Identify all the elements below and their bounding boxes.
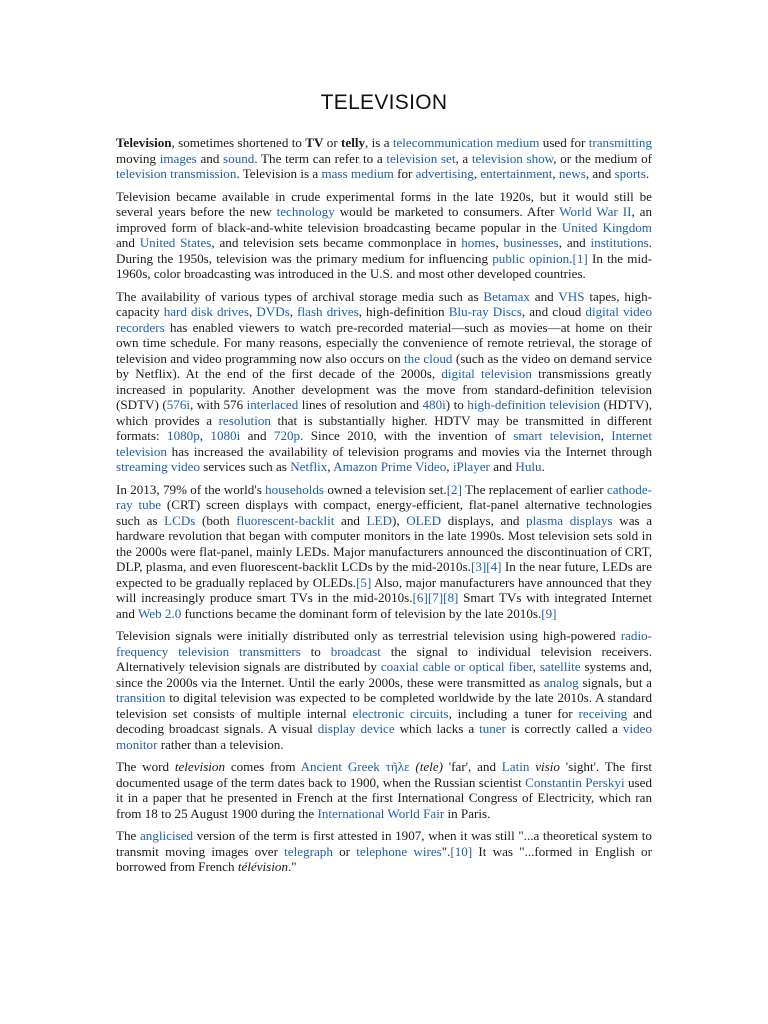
text-run: and: [240, 428, 274, 443]
hyperlink[interactable]: telecommunication medium: [392, 135, 540, 150]
text-run: was a hardware revolution that began with computer monitors in the late 1990s. Most television sets sold in the 2000s were flat-panel, mainly LEDs. Major manufacturers announced the discontinuation of CRT, DLP, plasma, and even fluorescent-backlit LCDs by the mid-2010s.: [116, 512, 652, 574]
hyperlink[interactable]: video monitor: [116, 721, 652, 752]
hyperlink[interactable]: transmitting: [588, 135, 652, 150]
hyperlink[interactable]: LED: [366, 512, 392, 528]
hyperlink[interactable]: broadcast: [330, 643, 381, 659]
text-run: systems and, since the 2000s via the Internet. Until the early 2000s, these were transmitted as: [116, 659, 652, 690]
hyperlink[interactable]: 576i: [166, 397, 191, 412]
hyperlink[interactable]: VHS: [558, 288, 585, 304]
hyperlink[interactable]: τῆλε: [385, 759, 410, 774]
text-run: ,: [495, 235, 504, 250]
hyperlink[interactable]: DVDs: [256, 304, 290, 319]
text-run: ,: [532, 659, 540, 674]
hyperlink[interactable]: high-definition television: [467, 397, 601, 412]
text-run: and: [116, 235, 140, 250]
text-run: and decoding broadcast signals. A visual: [116, 705, 652, 736]
text-run: , a: [455, 150, 472, 166]
hyperlink[interactable]: 1080i: [210, 428, 241, 443]
hyperlink[interactable]: anglicised: [139, 828, 194, 843]
paragraph-7: [116, 828, 652, 875]
hyperlink[interactable]: images: [159, 150, 197, 166]
text-run: has increased the availability of television programs and movies via the Internet through: [166, 443, 652, 459]
text-run: . Television is a: [236, 166, 322, 181]
text-run: or: [323, 135, 342, 150]
hyperlink[interactable]: entertainment: [480, 166, 553, 181]
text-run: .: [645, 166, 650, 181]
document-page: [116, 0, 652, 1024]
text-run: (both: [195, 512, 237, 528]
hyperlink[interactable]: United States: [139, 235, 212, 250]
text-run: moving: [116, 150, 160, 166]
text-run: ,: [327, 459, 334, 474]
text-run: , and: [585, 166, 615, 181]
italic-text: (tele): [415, 759, 443, 774]
text-run: has enabled viewers to watch pre-recorded material—such as movies—at home on their own time schedule. For many reasons, especially the convenience of remote retrieval, the storage of television and video programming now also occurs on: [116, 319, 652, 366]
text-run: and: [334, 512, 367, 528]
bold-text: Television: [116, 135, 172, 150]
hyperlink[interactable]: 1080p: [167, 428, 200, 443]
text-run: . During the 1950s, television was the primary medium for influencing: [116, 235, 652, 266]
text-run: the signal to individual television receivers. Alternatively television signals are distributed by: [116, 643, 652, 674]
text-run: , is a: [365, 135, 393, 150]
hyperlink[interactable]: Web 2.0: [137, 605, 182, 621]
hyperlink[interactable]: resolution: [218, 412, 271, 428]
text-run: (HDTV), which provides a: [116, 397, 652, 428]
text-run: . The term can refer to a: [254, 150, 387, 166]
paragraph-3: [116, 289, 652, 475]
document-title: TELEVISION: [320, 91, 448, 114]
hyperlink[interactable]: institutions: [590, 235, 649, 250]
text-run: signals, but a: [578, 674, 652, 690]
text-run: functions became the dominant form of television by the late 2010s.: [181, 605, 542, 621]
text-run: rather than a television.: [157, 736, 284, 752]
text-run: In the mid-1960s, color broadcasting was introduced in the U.S. and most other developed countries.: [116, 250, 652, 281]
hyperlink[interactable]: 720p: [273, 428, 301, 443]
text-run: which lacks a: [394, 721, 480, 736]
bold-text: telly: [341, 135, 366, 150]
text-run: would be marketed to consumers. After: [334, 204, 560, 219]
hyperlink[interactable]: mass medium: [321, 166, 394, 181]
hyperlink[interactable]: homes: [461, 235, 496, 250]
text-run: to digital television was expected to be completed worldwide by the late 2010s. A standard television set consists of multiple internal: [116, 690, 652, 721]
text-run: , an improved form of black-and-white television broadcasting became popular in the: [116, 204, 652, 235]
hyperlink[interactable]: the cloud: [404, 350, 453, 366]
text-run: ,: [446, 459, 453, 474]
text-run: Smart TVs with integrated Internet and: [116, 590, 652, 621]
text-run: ,: [600, 428, 612, 443]
text-run: is correctly called a: [505, 721, 623, 736]
text-run: or: [332, 843, 357, 859]
text-run: The replacement of earlier: [461, 481, 607, 497]
hyperlink[interactable]: World War II: [559, 204, 632, 219]
hyperlink[interactable]: [9]: [541, 605, 557, 621]
hyperlink[interactable]: United Kingdom: [561, 219, 652, 235]
text-run: , and: [558, 235, 591, 250]
text-run: ,: [473, 166, 481, 181]
text-run: (such as the video on demand service by Netflix). At the end of the first decade of the 2000s,: [116, 350, 652, 381]
hyperlink[interactable]: cathode-ray tube: [116, 481, 652, 512]
text-run: The: [116, 828, 140, 843]
text-run: The word: [116, 759, 175, 774]
text-run: 'sight'. The first documented usage of the term dates back to 1900, when the Russian scientist: [116, 759, 652, 790]
text-run: comes from: [225, 759, 301, 774]
text-run: .: [569, 250, 573, 266]
text-run: . Since 2010, with the invention of: [300, 428, 514, 443]
text-run: ,: [248, 304, 257, 319]
text-run: and: [196, 150, 224, 166]
hyperlink[interactable]: [2]: [446, 481, 462, 497]
paragraph-2: [116, 189, 652, 282]
paragraph-6: [116, 759, 652, 821]
hyperlink[interactable]: Blu-ray Discs: [448, 304, 522, 319]
hyperlink[interactable]: flash drives: [297, 304, 359, 319]
paragraph-5: [116, 628, 652, 752]
text-run: The availability of various types of archival storage media such as: [116, 288, 484, 304]
hyperlink[interactable]: news: [558, 166, 586, 181]
hyperlink[interactable]: International World Fair: [317, 805, 445, 821]
hyperlink[interactable]: analog: [543, 674, 579, 690]
hyperlink[interactable]: fluorescent-backlit: [236, 512, 335, 528]
hyperlink[interactable]: tuner: [479, 721, 506, 736]
hyperlink[interactable]: plasma displays: [526, 512, 613, 528]
hyperlink[interactable]: [3]: [470, 559, 487, 574]
hyperlink[interactable]: television show: [471, 150, 554, 166]
hyperlink[interactable]: radio-frequency television transmitters: [116, 628, 652, 659]
hyperlink[interactable]: Netflix: [290, 459, 328, 474]
text-run: ,: [552, 166, 559, 181]
text-run: ".: [441, 843, 451, 859]
text-run: version of the term is first attested in 1907, when it was still "...a theoretical system to transmit moving images over: [116, 828, 652, 859]
text-run: ),: [391, 512, 407, 528]
hyperlink[interactable]: [10]: [450, 843, 473, 859]
text-run: in Paris.: [444, 805, 491, 821]
text-run: ) to: [445, 397, 468, 412]
hyperlink[interactable]: telephone wires: [356, 843, 442, 859]
text-run: tapes, high-capacity: [116, 288, 652, 319]
italic-text: visio: [535, 759, 560, 774]
hyperlink[interactable]: satellite: [539, 659, 581, 674]
hyperlink[interactable]: streaming video: [116, 459, 200, 474]
hyperlink[interactable]: [5]: [356, 574, 372, 590]
hyperlink[interactable]: Hulu: [515, 459, 542, 474]
text-run: used it in a paper that he presented in French at the first International Congress of Electricity, which ran from 18 to 25 August 1900 during the: [116, 774, 652, 821]
italic-text: télévision: [237, 859, 288, 874]
text-run: , sometimes shortened to: [171, 135, 306, 150]
hyperlink[interactable]: households: [265, 481, 325, 497]
text-run: displays, and: [441, 512, 527, 528]
hyperlink[interactable]: technology: [276, 204, 335, 219]
hyperlink[interactable]: businesses: [503, 235, 559, 250]
text-run: ,: [289, 304, 298, 319]
text-run: services such as: [200, 459, 291, 474]
paragraph-1: [116, 135, 652, 182]
text-run: , with 576: [190, 397, 247, 412]
text-run: 'far', and: [443, 759, 502, 774]
hyperlink[interactable]: television transmission: [116, 166, 237, 181]
text-run: It was "...formed in English or borrowed from French: [116, 843, 652, 874]
hyperlink[interactable]: display device: [317, 721, 395, 736]
italic-text: television: [174, 759, 226, 774]
hyperlink[interactable]: [1]: [572, 250, 588, 266]
text-run: Television signals were initially distributed only as terrestrial television using high-powered: [116, 628, 621, 643]
text-run: , or the medium of: [553, 150, 652, 166]
hyperlink[interactable]: telegraph: [284, 843, 333, 859]
hyperlink[interactable]: [6]: [412, 590, 428, 605]
hyperlink[interactable]: [7]: [427, 590, 444, 605]
text-run: Television became available in crude experimental forms in the late 1920s, but it would still be several years before the new: [116, 188, 652, 219]
hyperlink[interactable]: television set: [386, 150, 456, 166]
text-run: , and cloud: [521, 304, 586, 319]
hyperlink[interactable]: interlaced: [246, 397, 299, 412]
hyperlink[interactable]: LCDs: [164, 512, 196, 528]
hyperlink[interactable]: sound: [223, 150, 255, 166]
hyperlink[interactable]: digital video recorders: [116, 304, 652, 335]
hyperlink[interactable]: iPlayer: [452, 459, 490, 474]
hyperlink[interactable]: advertising: [415, 166, 474, 181]
hyperlink[interactable]: 480i: [422, 397, 446, 412]
text-run: .: [541, 459, 545, 474]
hyperlink[interactable]: Latin: [501, 759, 530, 774]
hyperlink[interactable]: OLED: [406, 512, 442, 528]
hyperlink[interactable]: receiving: [578, 705, 628, 721]
text-run: , high-definition: [358, 304, 449, 319]
bold-text: TV: [305, 135, 324, 150]
text-run: that is substantially higher. HDTV may be transmitted in different formats:: [116, 412, 652, 443]
hyperlink[interactable]: Internet television: [116, 428, 652, 459]
text-run: (CRT) screen displays with compact, energy-efficient, flat-panel alternative technologies such as: [116, 497, 652, 528]
text-run: lines of resolution and: [298, 397, 423, 412]
hyperlink[interactable]: Betamax: [483, 288, 530, 304]
hyperlink[interactable]: [4]: [486, 559, 502, 574]
hyperlink[interactable]: [8]: [443, 590, 459, 605]
hyperlink[interactable]: public opinion: [492, 250, 570, 266]
text-run: transmissions greatly increased in popularity. Another development was the move from standard-definition television (SDTV) (: [116, 366, 652, 412]
paragraph-4: [116, 482, 652, 622]
text-run: owned a television set.: [324, 481, 447, 497]
text-run: and: [529, 288, 559, 304]
text-run: for: [393, 166, 416, 181]
text-run: used for: [539, 135, 589, 150]
text-run: Also, major manufacturers have announced that they will increasingly produce smart TVs in the mid-2010s.: [116, 574, 652, 605]
hyperlink[interactable]: Ancient Greek: [300, 759, 380, 774]
hyperlink[interactable]: Constantin Perskyi: [525, 774, 625, 790]
hyperlink[interactable]: transition: [116, 690, 166, 705]
hyperlink[interactable]: coaxial cable or optical fiber: [380, 659, 533, 674]
hyperlink[interactable]: smart television: [513, 428, 601, 443]
text-run: ,: [199, 428, 211, 443]
text-run: , and television sets became commonplace in: [211, 235, 462, 250]
hyperlink[interactable]: sports: [614, 166, 646, 181]
document-body: [116, 135, 652, 875]
text-run: to: [300, 643, 331, 659]
text-run: In the near future, LEDs are expected to be gradually replaced by OLEDs.: [116, 559, 652, 590]
hyperlink[interactable]: Amazon Prime Video: [333, 459, 447, 474]
hyperlink[interactable]: digital television: [441, 366, 532, 381]
text-run: In 2013, 79% of the world's: [116, 481, 266, 497]
hyperlink[interactable]: hard disk drives: [163, 304, 249, 319]
text-run: .": [288, 859, 297, 874]
text-run: and: [489, 459, 516, 474]
hyperlink[interactable]: electronic circuits: [352, 705, 449, 721]
text-run: , including a tuner for: [448, 705, 579, 721]
